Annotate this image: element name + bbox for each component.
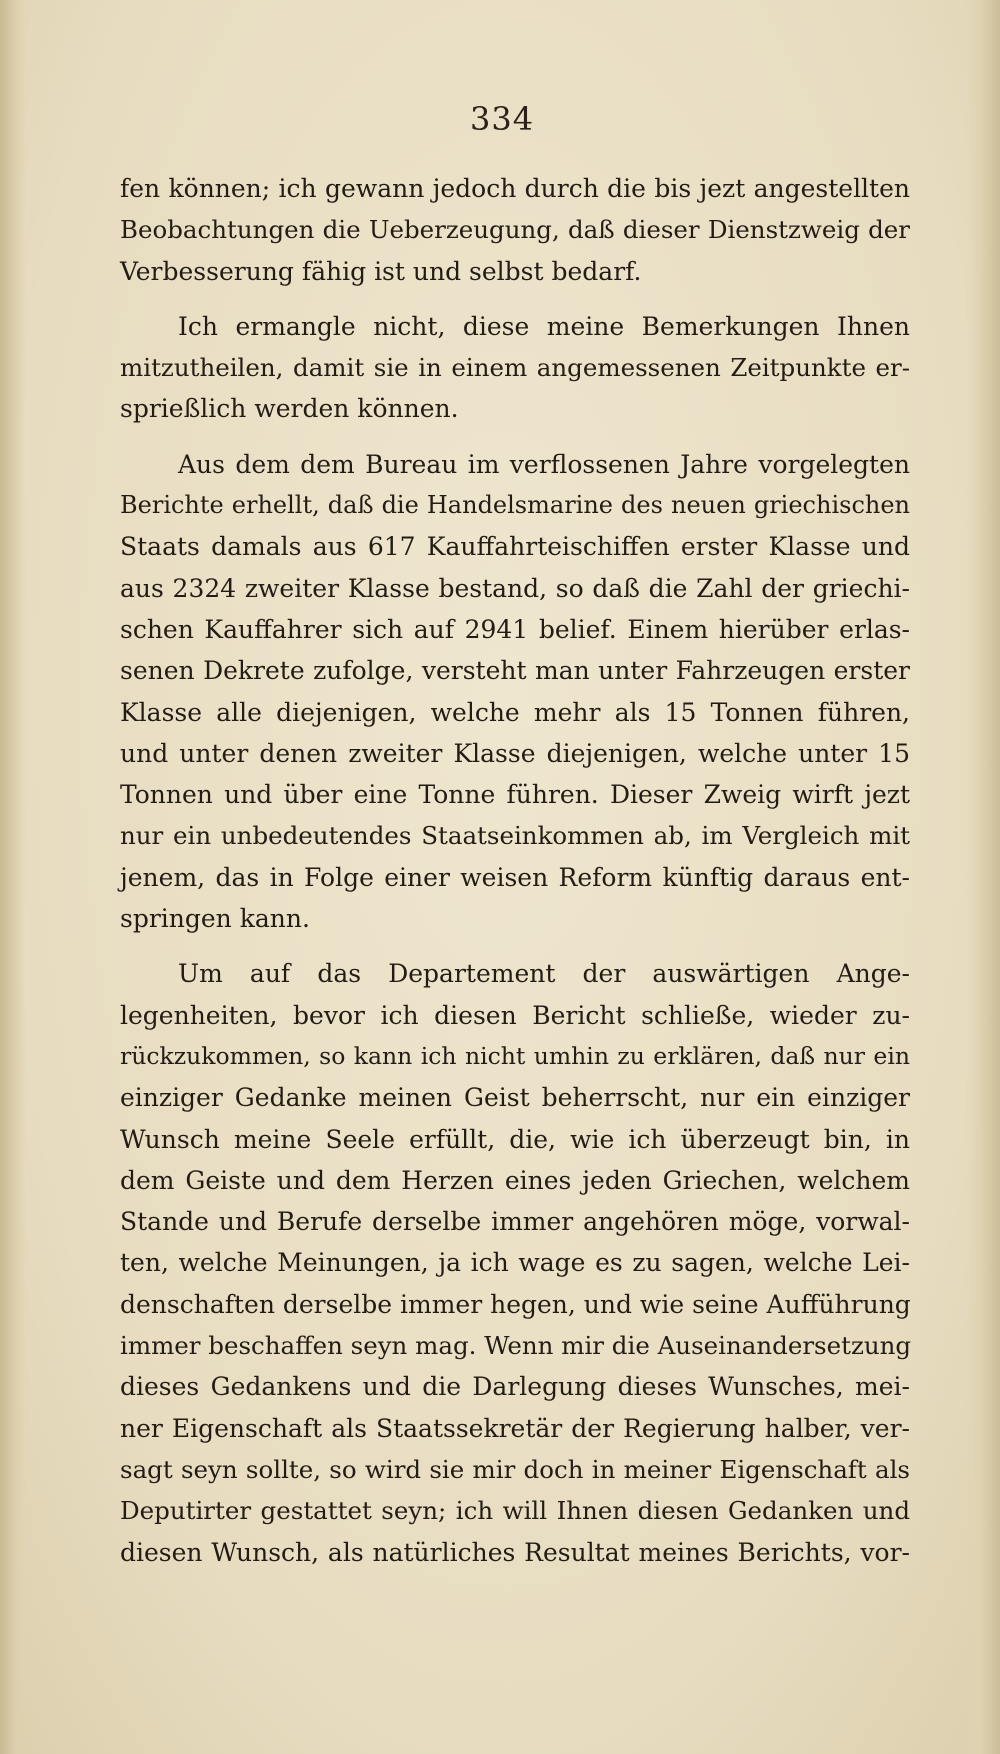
paragraph-4: [120, 953, 910, 1572]
text-line: Ich ermangle nicht, diese meine Bemerkungen Ihnen: [178, 311, 910, 341]
text-line: Berichte erhellt, daß die Handelsmarine des neuen griechischen: [120, 491, 910, 520]
text-line: ten, welche Meinungen, ja ich wage es zu sagen, welche Lei-: [120, 1248, 910, 1278]
body-text: [120, 168, 910, 1573]
page-number: 334: [470, 100, 535, 138]
text-line: nur ein unbedeutendes Staatseinkommen ab, im Vergleich mit: [120, 821, 910, 851]
text-line: ner Eigenschaft als Staatssekretär der Regierung halber, ver-: [120, 1413, 910, 1443]
text-line: springen kann.: [120, 904, 310, 934]
text-line: Deputirter gestattet seyn; ich will Ihnen diesen Gedanken und: [120, 1496, 910, 1526]
text-line: Staats damals aus 617 Kauffahrteischiffen erster Klasse und: [120, 532, 910, 562]
text-line: Aus dem dem Bureau im verflossenen Jahre vorgelegten: [178, 449, 910, 479]
text-line: mitzutheilen, damit sie in einem angemessenen Zeitpunkte er-: [120, 353, 910, 383]
page-edge-left: [0, 0, 26, 1754]
paragraph-1: [120, 168, 910, 292]
text-line: senen Dekrete zufolge, versteht man unter Fahrzeugen erster: [120, 656, 910, 686]
text-line: jenem, das in Folge einer weisen Reform künftig daraus ent-: [120, 862, 910, 892]
paragraph-3: [120, 444, 910, 940]
text-line: dem Geiste und dem Herzen eines jeden Griechen, welchem: [120, 1165, 910, 1195]
text-line: aus 2324 zweiter Klasse bestand, so daß die Zahl der griechi-: [120, 573, 910, 603]
text-line: dieses Gedankens und die Darlegung dieses Wunsches, mei-: [120, 1372, 910, 1402]
text-line: sagt seyn sollte, so wird sie mir doch in meiner Eigenschaft als: [120, 1454, 910, 1484]
text-line: Um auf das Departement der auswärtigen Ange-: [178, 959, 910, 989]
text-line: rückzukommen, so kann ich nicht umhin zu erklären, daß nur ein: [120, 1041, 910, 1070]
text-line: immer beschaffen seyn mag. Wenn mir die Auseinandersetzung: [120, 1331, 912, 1361]
text-line: denschaften derselbe immer hegen, und wie seine Aufführung: [120, 1289, 911, 1319]
text-line: Beobachtungen die Ueberzeugung, daß dieser Dienstzweig der: [120, 215, 910, 245]
text-line: Wunsch meine Seele erfüllt, die, wie ich überzeugt bin, in: [120, 1124, 910, 1154]
text-line: schen Kauffahrer sich auf 2941 belief. Einem hierüber erlas-: [120, 614, 910, 644]
paragraph-2: [120, 306, 910, 430]
text-line: Stande und Berufe derselbe immer angehören möge, vorwal-: [120, 1207, 910, 1237]
text-line: Tonnen und über eine Tonne führen. Dieser Zweig wirft jezt: [120, 780, 910, 810]
page-edge-right: [966, 0, 1000, 1754]
text-line: fen können; ich gewann jedoch durch die bis jezt angestellten: [120, 174, 910, 203]
text-line: sprießlich werden können.: [120, 394, 459, 424]
text-line: Klasse alle diejenigen, welche mehr als 15 Tonnen führen,: [120, 697, 910, 727]
text-line: Verbesserung fähig ist und selbst bedarf.: [120, 256, 642, 286]
text-line: legenheiten, bevor ich diesen Bericht schließe, wieder zu-: [120, 1000, 910, 1030]
text-line: diesen Wunsch, als natürliches Resultat meines Berichts, vor-: [120, 1537, 910, 1567]
text-line: und unter denen zweiter Klasse diejenigen, welche unter 15: [120, 738, 910, 768]
text-line: einziger Gedanke meinen Geist beherrscht, nur ein einziger: [120, 1083, 910, 1113]
